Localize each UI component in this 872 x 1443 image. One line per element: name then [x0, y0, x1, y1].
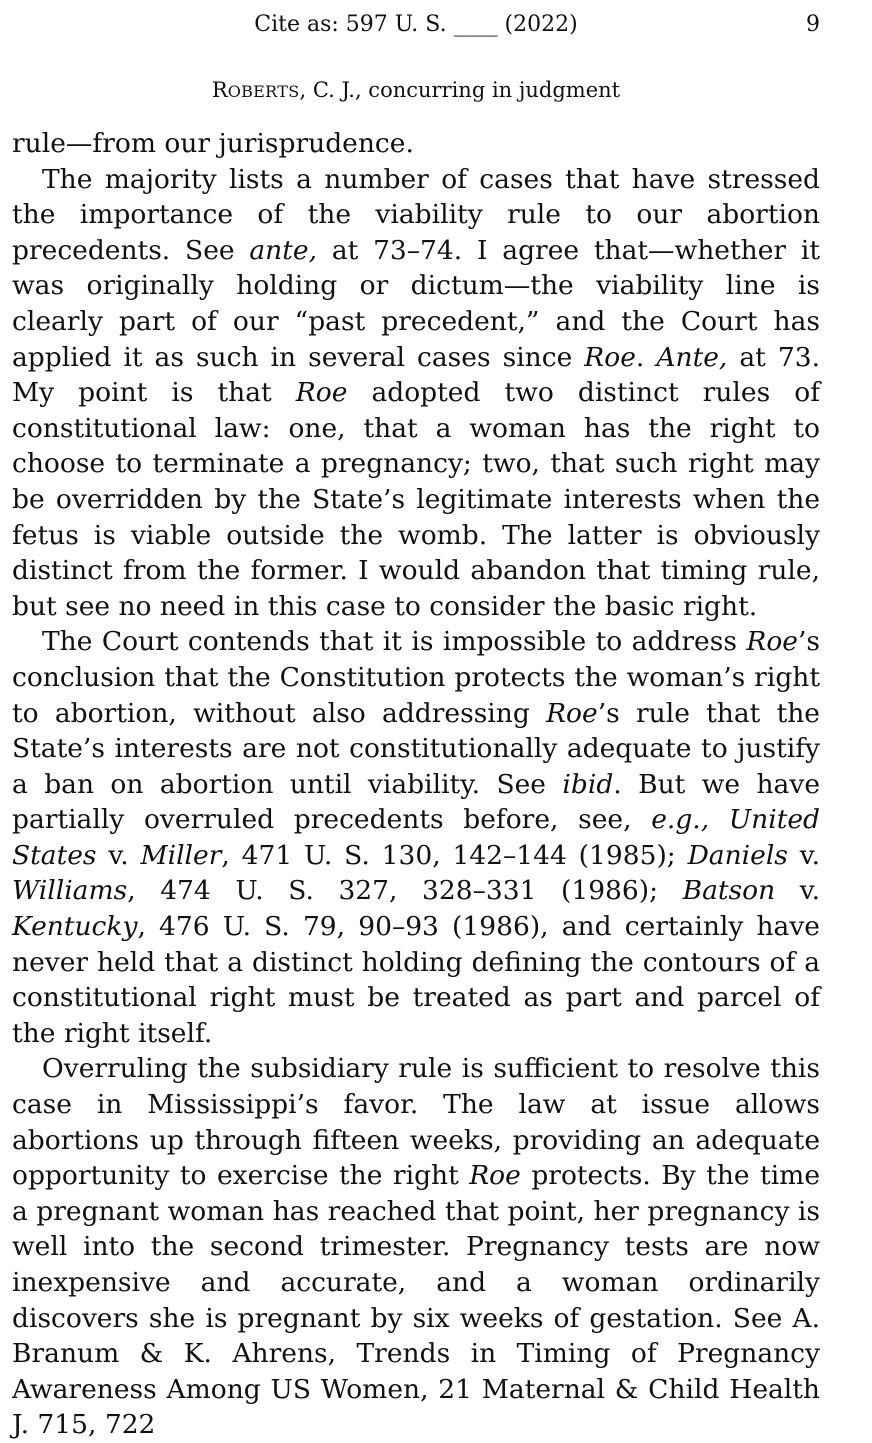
running-head	[0, 12, 872, 42]
italic-text: Ante,	[656, 341, 728, 373]
text-run: adopted two distinct rules of constitutional law: one, that a woman has the right to choose to terminate a pregnancy; two, that such right may be overridden by the State’s legitimate interests when the fetus is viable outside the womb. The latter is obviously distinct from the former. I would abandon that timing rule, but see no need in this case to consider the basic right.	[12, 377, 821, 622]
text-run: The Court contends that it is impossible to address	[42, 626, 747, 658]
author-designation: , C. J., concurring in judgment	[299, 78, 621, 102]
author-initial: R	[211, 78, 228, 102]
italic-text: Williams	[12, 875, 128, 907]
italic-text: Roe	[295, 377, 348, 409]
text-run: rule—from our jurisprudence.	[12, 128, 414, 159]
page-number: 9	[806, 12, 820, 37]
text-run: . But we have partially overruled precedents before, see,	[12, 768, 820, 836]
opinion-body	[12, 126, 820, 1443]
italic-text: Roe	[584, 341, 636, 373]
text-run: The majority lists a number of cases that have stressed the importance of the viability rule to our abortion precedents. See	[12, 163, 820, 266]
italic-text: ibid	[562, 768, 614, 800]
text-run: , 474 U. S. 327, 328–331 (1986);	[127, 875, 683, 907]
text-run: , 476 U. S. 79, 90–93 (1986), and certainly have never held that a distinct holding defining the contours of a constitutional right must be treated as part and parcel of the right itself.	[12, 911, 820, 1049]
italic-text: Batson	[682, 875, 776, 907]
italic-text: Roe	[469, 1160, 521, 1192]
italic-text: Kentucky	[12, 911, 138, 943]
text-run: , 471 U. S. 130, 142–144 (1985);	[221, 839, 688, 871]
text-run: at 73–74. I agree that—whether it was originally holding or dictum—the viability line is clearly part of our “past precedent,” and the Court has applied it as such in several cases since	[12, 234, 820, 373]
text-run: at 73. My point is that	[12, 341, 820, 409]
text-run: .	[635, 341, 657, 373]
text-run: Overruling the subsidiary rule is sufficient to resolve this case in Mississippi’s favor. The law at issue allows abortions up through fifteen weeks, providing an adequate opportunity to exercise the right	[12, 1053, 820, 1192]
text-run: v.	[96, 839, 141, 871]
opinion-author-line	[0, 78, 832, 102]
text-run: v.	[787, 839, 820, 871]
text-run: protects. By the time a pregnant woman has reached that point, her pregnancy is well into the second trimester. Pregnancy tests are now inexpensive and accurate, and a woman ordinarily discovers she is pregnant by six weeks of gestation. See A. Branum & K. Ahrens, Trends in Timing of Pregnancy Awareness Among US Women, 21 Maternal & Child Health J. 715, 722	[12, 1160, 820, 1441]
text-run: ’s conclusion that the Constitution protects the woman’s right to abortion, without also addressing	[12, 626, 820, 729]
italic-text: ante,	[249, 234, 317, 266]
italic-text: e.g., United States	[12, 804, 820, 871]
paragraph	[12, 624, 820, 1051]
text-run: v.	[775, 875, 820, 907]
italic-text: Daniels	[687, 839, 788, 871]
author-small-caps: OBERTS	[227, 82, 300, 101]
paragraph	[12, 1051, 820, 1443]
italic-text: Roe	[546, 697, 598, 729]
text-run: ’s rule that the State’s interests are not constitutionally adequate to justify a ban on abortion until viability. See	[12, 697, 820, 800]
paragraph	[12, 162, 820, 625]
paragraph	[12, 126, 820, 162]
citation-line: Cite as: 597 U. S. ____ (2022)	[254, 12, 578, 37]
italic-text: Miller	[140, 839, 222, 871]
italic-text: Roe	[746, 626, 798, 658]
